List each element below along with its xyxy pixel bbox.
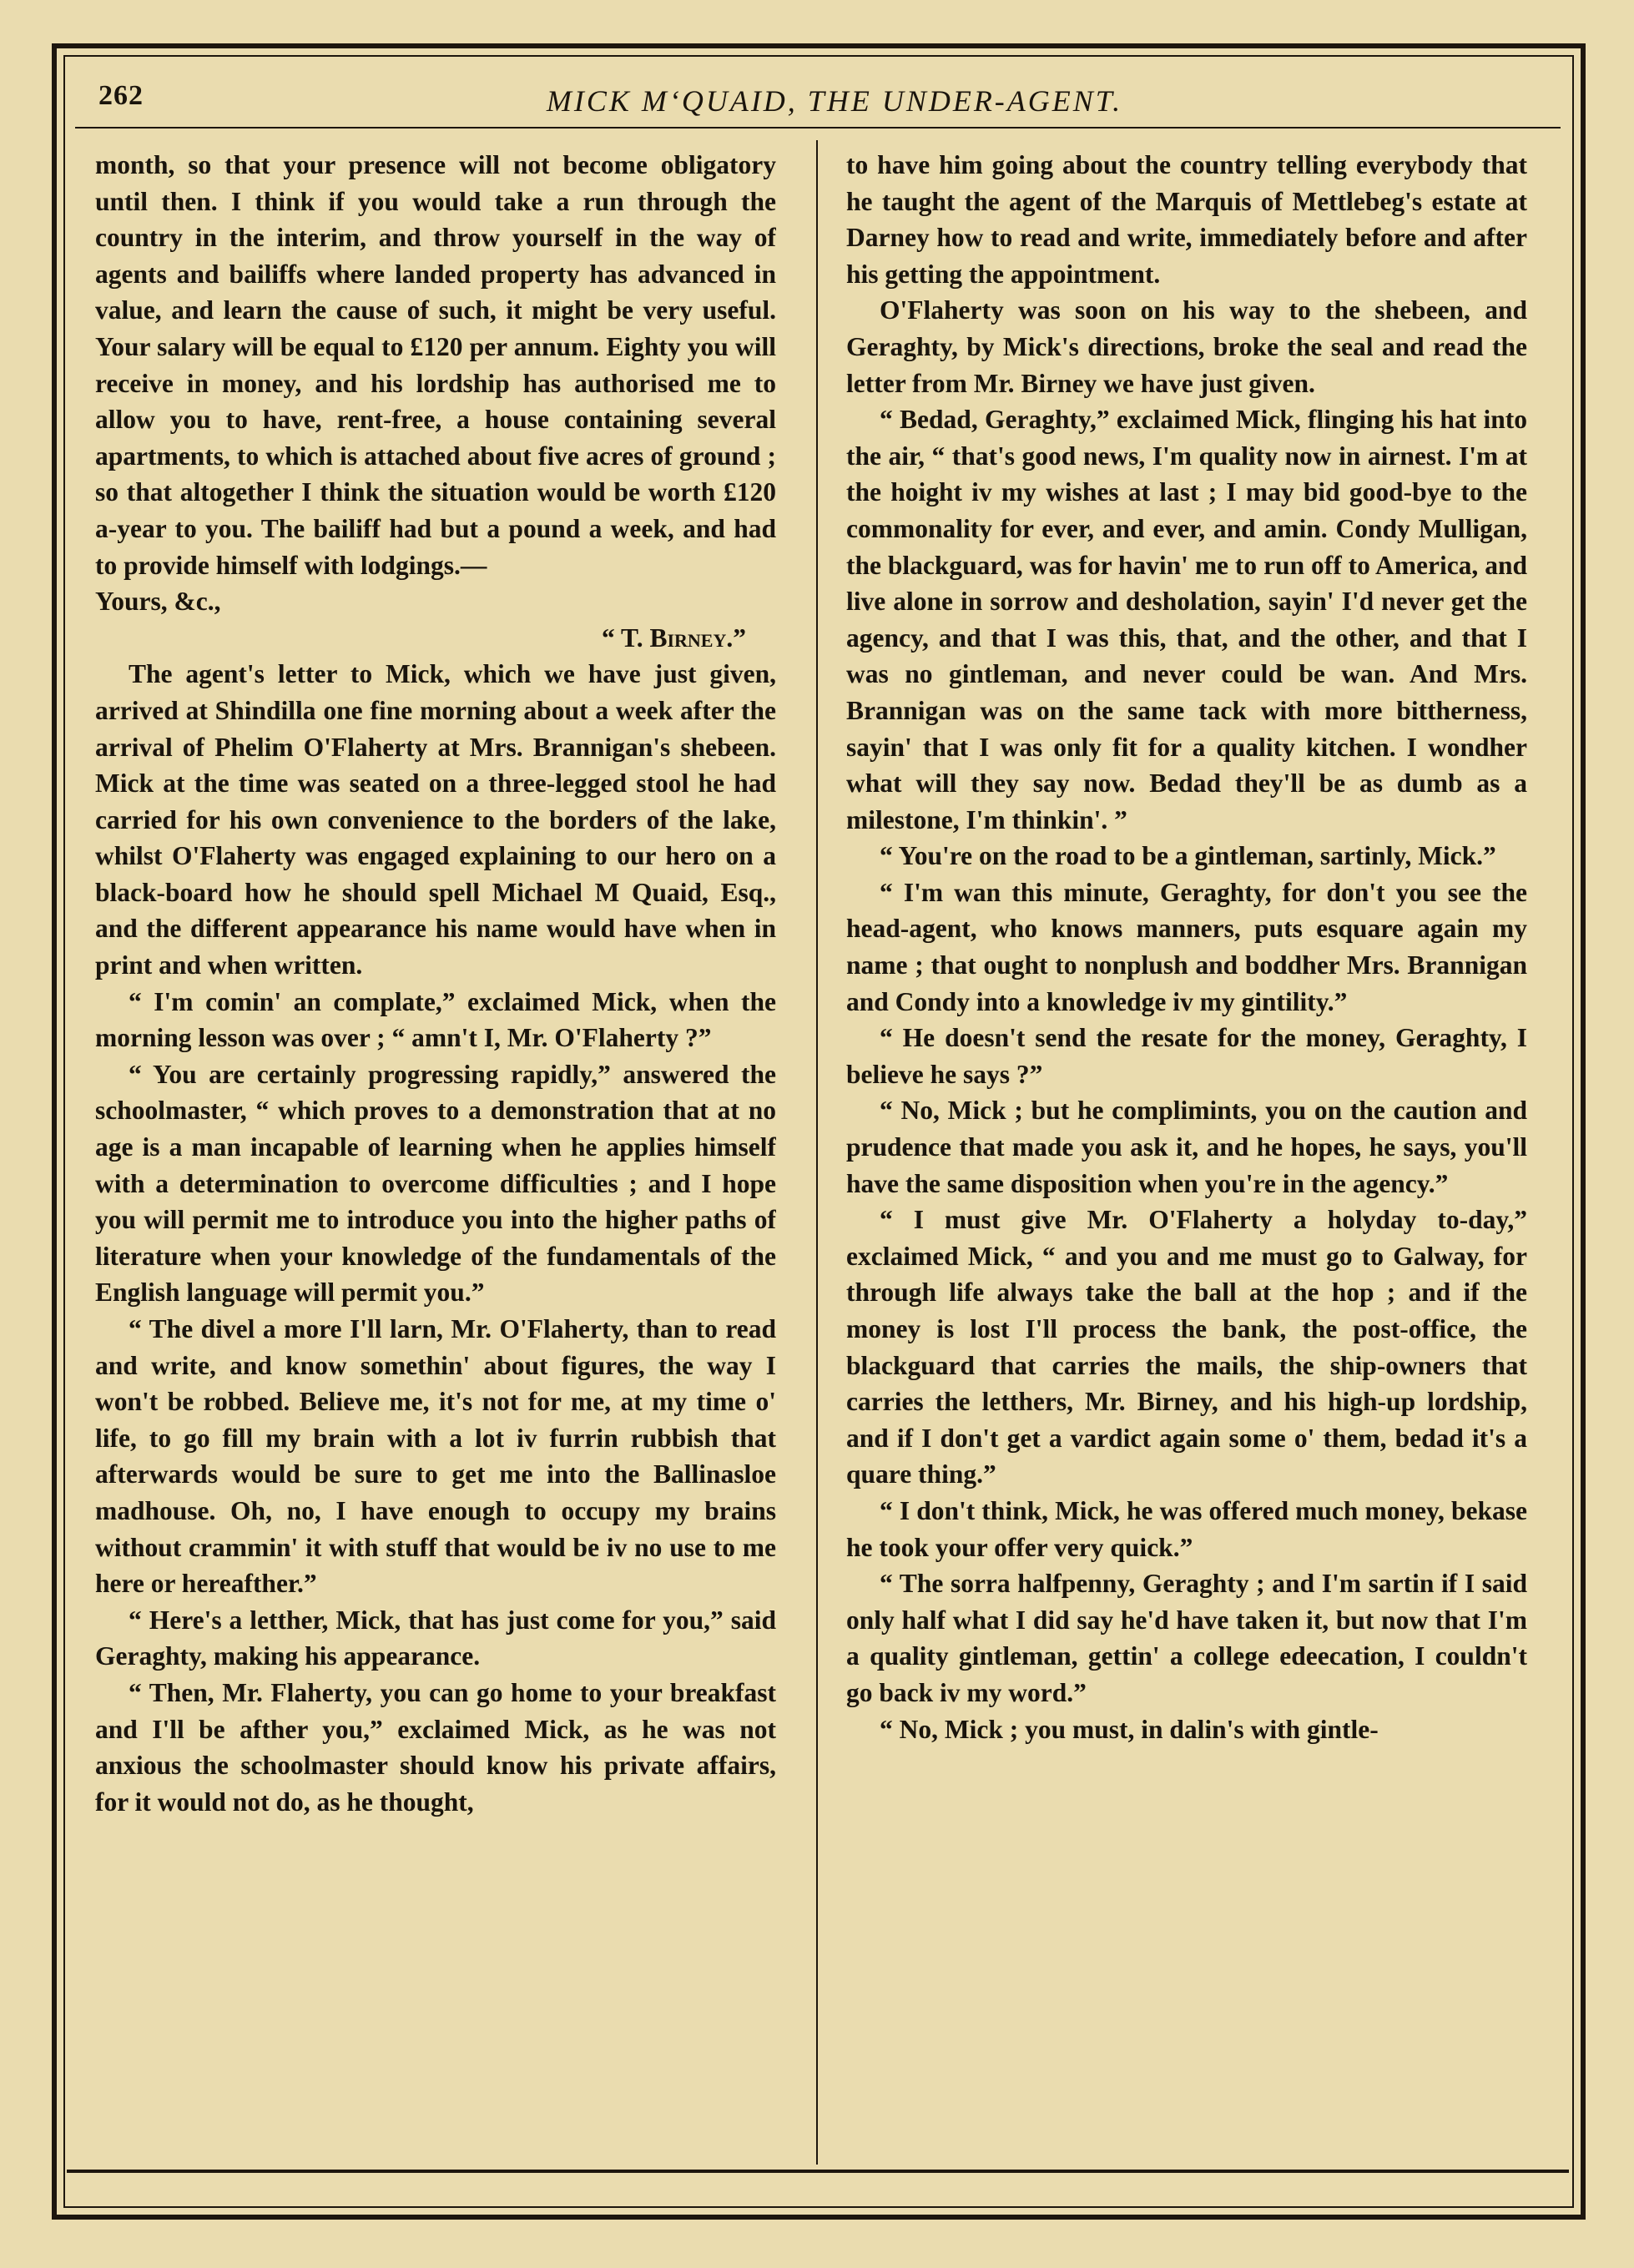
paragraph: “ Here's a letther, Mick, that has just come for you,” said Geraghty, making his appearance. [95,1605,776,1671]
paragraph: The agent's letter to Mick, which we have just given, arrived at Shindilla one fine morning about a week after the arrival of Phelim O'Flaherty at Mrs. Brannigan's shebeen. Mick at the time was seated on a three-legged stool he had carried for his own convenience to the borders of the lake, whilst O'Flaherty was engaged explaining to our hero on a black-board how he should spell Michael M Quaid, Esq., and the different appearance his name would have when in print and when written. [95,659,776,980]
paragraph: “ Bedad, Geraghty,” exclaimed Mick, flinging his hat into the air, “ that's good news, I'm quality now in airnest. I'm at the hoight iv my wishes at last ; I may bid good-bye to the commonality for ever, and ever, and amin. Condy Mulligan, the blackguard, was for havin' me to run off to America, and live alone in sorrow and desholation, sayin' I'd never get the agency, and that I was this, that, and the other, and that I was no gintleman, and never could be wan. And Mrs. Brannigan was on the same tack with more bittherness, sayin' that I was only fit for a quality kitchen. I wondher what will they say now. Bedad they'll be as dumb as a milestone, I'm thinkin'. ” [846,405,1527,834]
left-column [95,147,776,2166]
paragraph: “ I don't think, Mick, he was offered much money, bekase he took your offer very quick.” [846,1495,1527,1562]
paragraph: “ The divel a more I'll larn, Mr. O'Flaherty, than to read and write, and know somethin' about figures, the way I won't be robbed. Believe me, it's not for me, at my time o' life, to go fill my brain with a lot iv furrin rubbish that afterwards would be sure to get me into the Ballinasloe madhouse. Oh, no, I have enough to occupy my brains without crammin' it with stuff that would be iv no use to me here or hereafther.” [95,1314,776,1599]
paragraph: “ He doesn't send the resate for the money, Geraghty, I believe he says ?” [846,1023,1527,1089]
paragraph: to have him going about the country telling everybody that he taught the agent of the Marquis of Mettlebeg's estate at Darney how to read and write, immediately before and after his getting the appointment. [846,150,1527,289]
letter-signature [95,620,776,657]
paragraph: “ You're on the road to be a gintleman, sartinly, Mick.” [880,841,1496,871]
header-rule [75,127,1561,129]
paragraph: “ The sorra halfpenny, Geraghty ; and I'm sartin if I said only half what I did say he'd have taken it, but now that I'm a quality gintleman, gettin' a college edeecation, I couldn't go back iv my word.” [846,1569,1527,1707]
footer-rule [67,2170,1569,2173]
paragraph: “ Then, Mr. Flaherty, you can go home to your breakfast and I'll be afther you,” exclaimed Mick, as he was not anxious the schoolmaster should know his private affairs, for it would not do, as he thought, [95,1677,776,1817]
paragraph: “ I'm wan this minute, Geraghty, for don't you see the head-agent, who knows manners, puts esquare again my name ; that ought to nonplush and boddher Mrs. Brannigan and Condy into a knowledge iv my gintility.” [846,877,1527,1016]
paragraph: O'Flaherty was soon on his way to the shebeen, and Geraghty, by Mick's directions, broke the seal and read the letter from Mr. Birney we have just given. [846,295,1527,398]
page-number: 262 [98,80,144,111]
letter-paragraph: month, so that your presence will not become obligatory until then. I think if you would take a run through the country in the interim, and throw yourself in the way of agents and bailiffs where landed property has advanced in value, and learn the cause of such, it might be very useful. Your salary will be equal to £120 per annum. Eighty you will receive in money, and his lordship has authorised me to allow you to have, rent-free, a house containing several apartments, to which is attached about five acres of ground ; so that altogether I think the situation would be worth £120 a-year to you. The bailiff had but a pound a week, and had to provide himself with lodgings.— [95,150,776,580]
letter-closing: Yours, &c., [95,587,221,617]
paragraph: “ I must give Mr. O'Flaherty a holyday to-day,” exclaimed Mick, “ and you and me must go to Galway, for through life always take the ball at the hop ; and if the money is lost I'll process the bank, the post-office, the blackguard that carries the mails, the ship-owners that carries the letthers, Mr. Birney, and his high-up lordship, and if I don't get a vardict again some o' them, bedad it's a quare thing.” [846,1205,1527,1489]
signature-close-quote: ” [733,622,746,653]
column-divider [816,140,818,2165]
signature-open-quote: “ T. [601,622,650,653]
paragraph: “ No, Mick ; you must, in dalin's with gintle- [880,1714,1379,1744]
running-title: MICK M‘QUAID, THE UNDER-AGENT. [546,84,1123,118]
paragraph: “ I'm comin' an complate,” exclaimed Mick, when the morning lesson was over ; “ amn't I, Mr. O'Flaherty ?” [95,986,776,1053]
signature-name: Birney. [649,622,734,653]
paragraph: “ No, Mick ; but he complimints, you on the caution and prudence that made you ask it, and he hopes, he says, you'll have the same disposition when you're in the agency.” [846,1096,1527,1198]
paragraph: “ You are certainly progressing rapidly,” answered the schoolmaster, “ which proves to a demonstration that at no age is a man incapable of learning when he applies himself with a determination to overcome difficulties ; and I hope you will permit me to introduce you into the higher paths of literature when your knowledge of the fundamentals of the English language will permit you.” [95,1059,776,1308]
right-column [846,147,1527,2166]
